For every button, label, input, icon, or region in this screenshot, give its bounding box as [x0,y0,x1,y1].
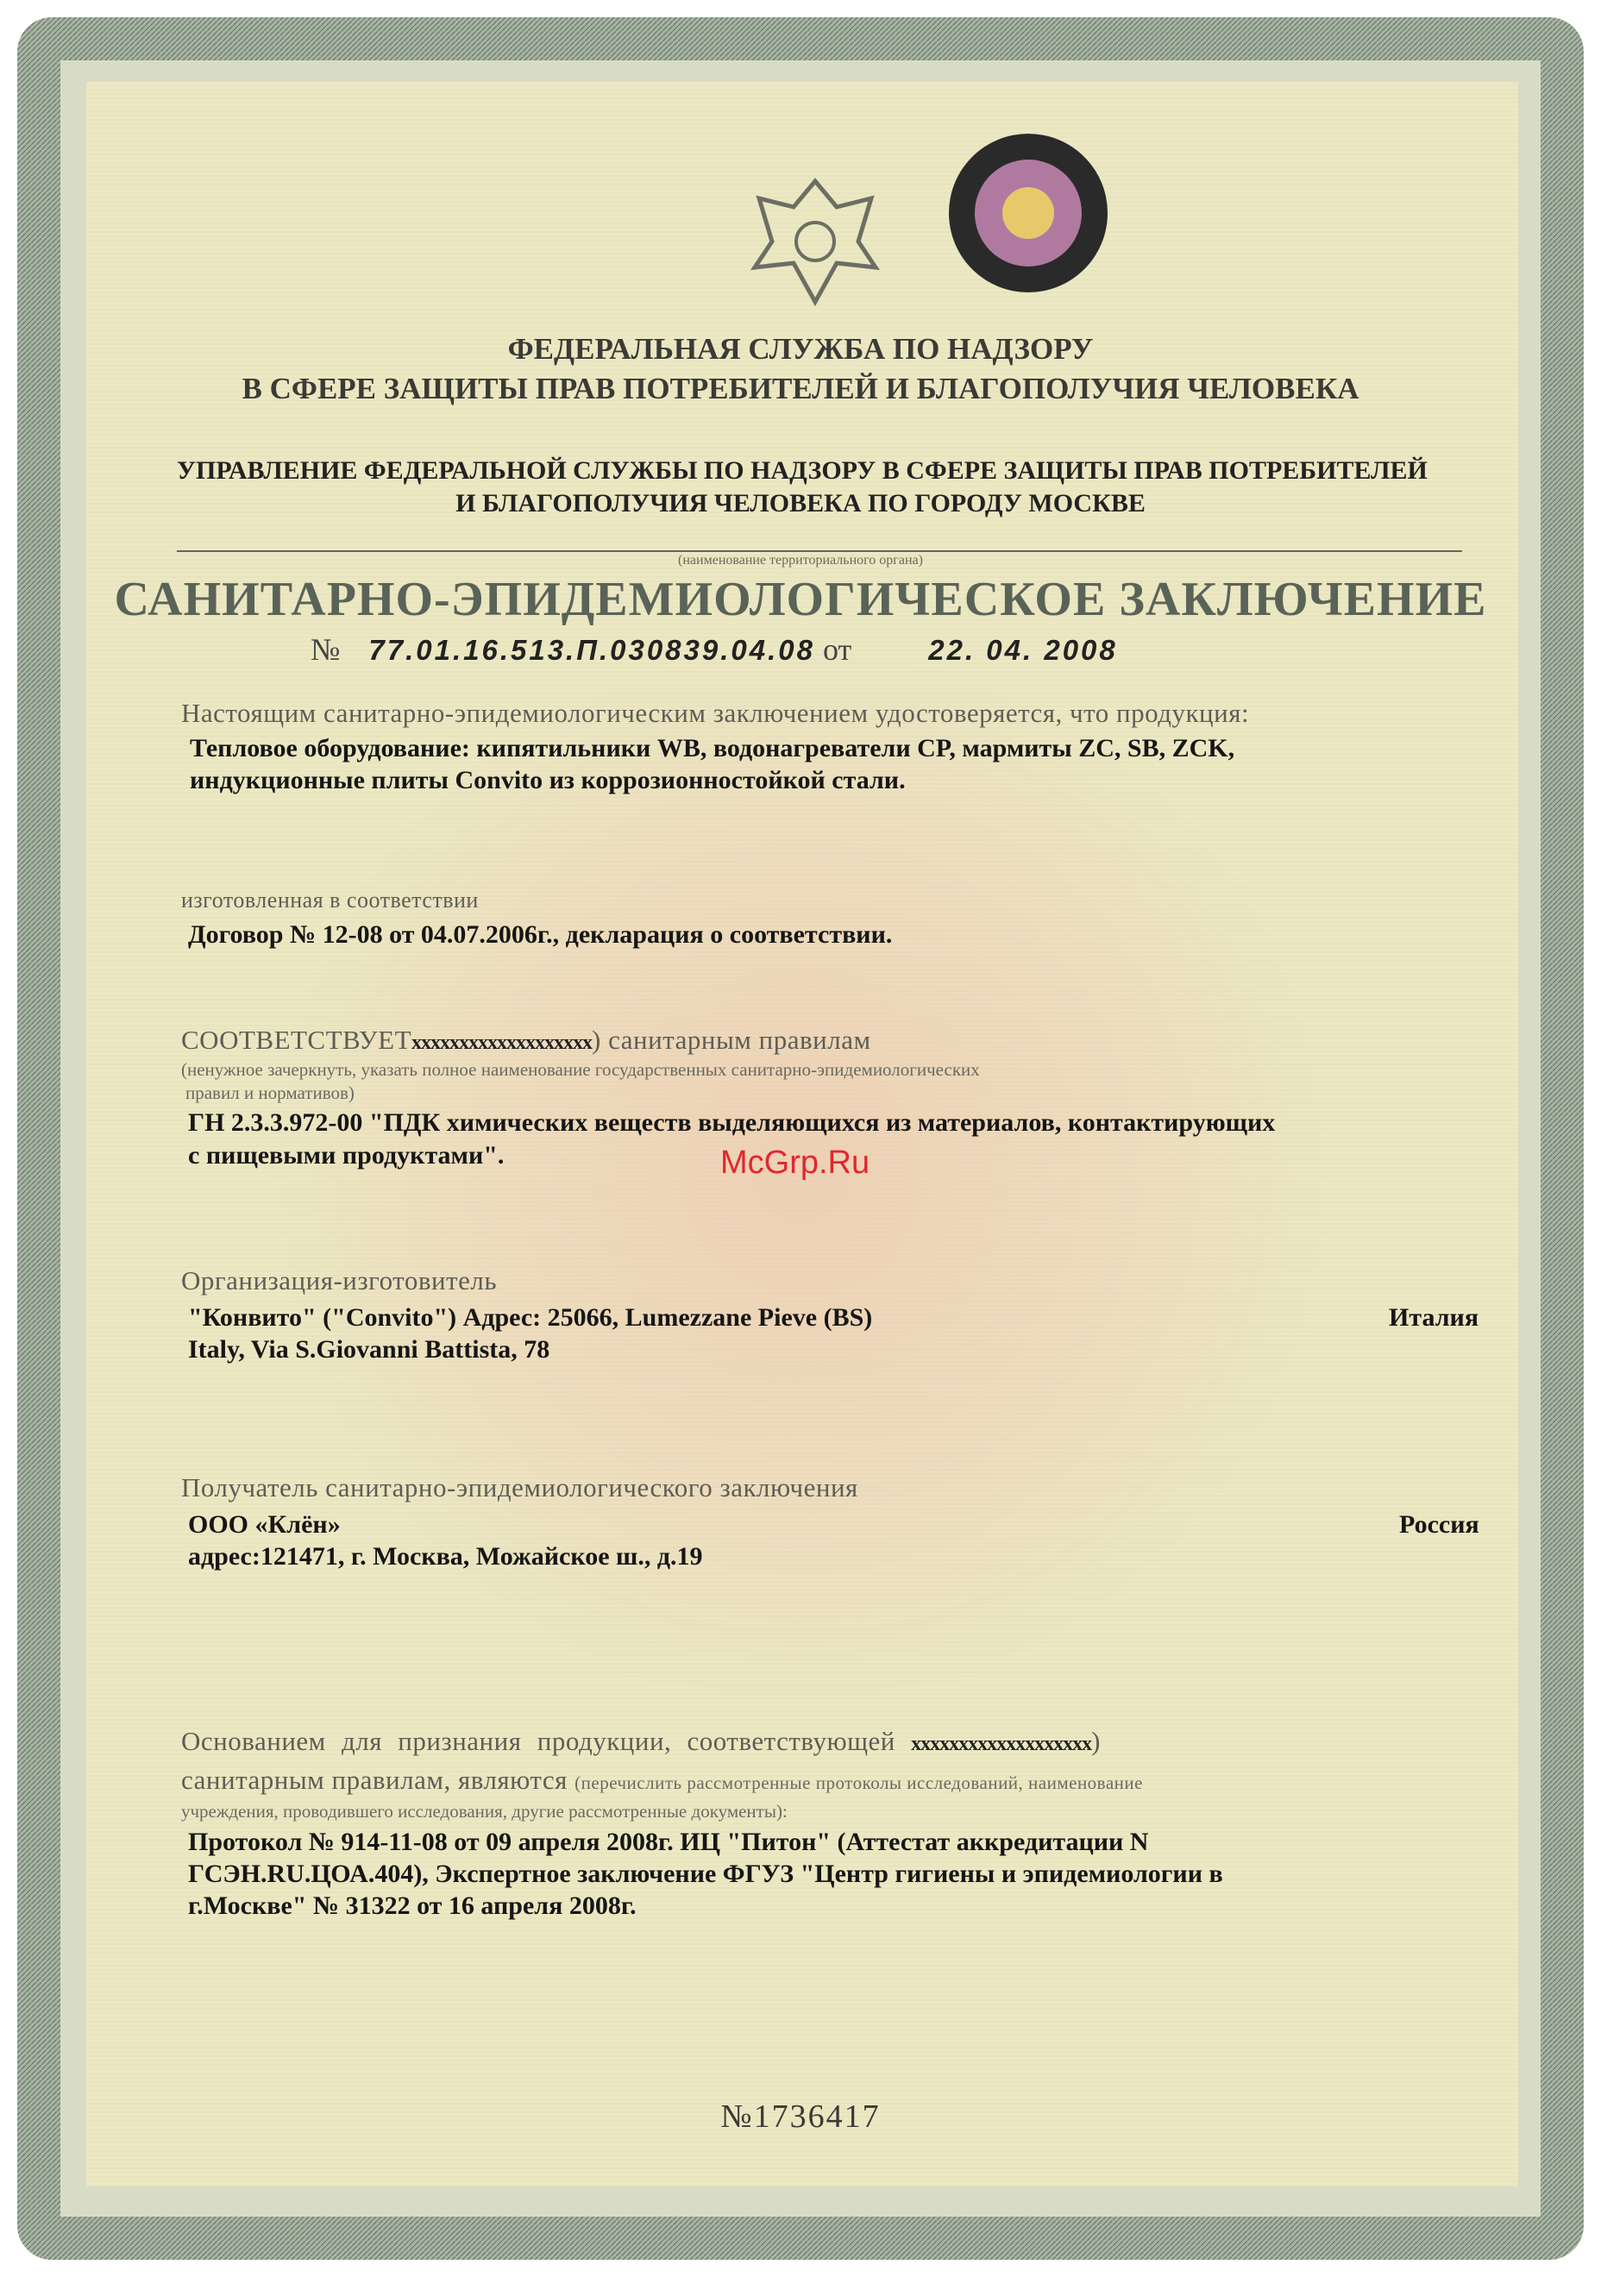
recipient-line2: адрес:121471, г. Москва, Можайское ш., д.19 [188,1542,703,1571]
watermark: McGrp.Ru [720,1145,870,1181]
basis-label2: санитарным правилам, являются [181,1765,568,1795]
agency-name-line1: ФЕДЕРАЛЬНАЯ СЛУЖБА ПО НАДЗОРУ [507,332,1094,366]
office-name-line1: УПРАВЛЕНИЕ ФЕДЕРАЛЬНОЙ СЛУЖБЫ ПО НАДЗОРУ В СФЕРЕ ЗАЩИТЫ ПРАВ ПОТРЕБИТЕЛЕЙ [177,456,1428,485]
manufactured-value: Договор № 12-08 от 04.07.2006г., декларация о соответствии. [188,920,893,949]
product-line1: Тепловое оборудование: кипятильники WB, водонагреватели CP, мармиты ZC, SB, ZCK, [190,734,1235,762]
conformity-line2: с пищевыми продуктами". [188,1141,505,1170]
conformity-note1: (ненужное зачеркнуть, указать полное наименование государственных санитарно-эпидемиологических [181,1059,980,1080]
hologram-seal-icon [945,129,1113,298]
basis-note1: (перечислить рассмотренные протоколы исследований, наименование [574,1772,1143,1793]
office-caption: (наименование территориального органа) [678,553,923,568]
struck-out-text: xxxxxxxxxxxxxxxxxxx [411,1032,593,1054]
manufacturer-line2: Italy, Via S.Giovanni Battista, 78 [188,1335,550,1364]
conformity-label: СООТВЕТСТВУЕТ [181,1025,412,1055]
certificate-number: 77.01.16.513.П.030839.04.08 [368,634,815,666]
agency-name-line2: В СФЕРЕ ЗАЩИТЫ ПРАВ ПОТРЕБИТЕЛЕЙ И БЛАГОПОЛУЧИЯ ЧЕЛОВЕКА [242,372,1359,405]
certificate-date: 22. 04. 2008 [928,634,1118,666]
manufacturer-country: Италия [1389,1303,1479,1332]
conformity-line1: ГН 2.3.3.972-00 "ПДК химических веществ выделяющихся из материалов, контактирующих [188,1108,1276,1137]
basis-line2 [181,1764,1143,1796]
recipient-country: Россия [1399,1510,1479,1539]
product-line2: индукционные плиты Convito из коррозионностойкой стали. [190,766,906,794]
coat-of-arms-emblem-icon [742,164,888,311]
from-label: от [822,632,852,667]
basis-label1: Основанием для признания продукции, соответствующей [181,1726,895,1756]
manufactured-label: изготовленная в соответствии [181,888,479,913]
basis-value-line3: г.Москве" № 31322 от 16 апреля 2008г. [188,1891,637,1920]
number-sign: № [311,632,341,667]
document-title: САНИТАРНО-ЭПИДЕМИОЛОГИЧЕСКОЕ ЗАКЛЮЧЕНИЕ [114,573,1487,626]
manufacturer-label: Организация-изготовитель [181,1265,497,1295]
manufacturer-line1: "Конвито" ("Convito") Адрес: 25066, Lumezzane Pieve (BS) [188,1303,873,1332]
recipient-label: Получатель санитарно-эпидемиологического заключения [181,1472,858,1502]
basis-note2: учреждения, проводившего исследования, другие рассмотренные документы): [181,1801,788,1822]
conformity-line [181,1024,871,1056]
conformity-note2: правил и нормативов) [185,1082,355,1103]
basis-label1-end: ) [1091,1726,1101,1756]
basis-line1 [181,1725,1101,1757]
basis-value-line1: Протокол № 914-11-08 от 09 апреля 2008г. ИЦ "Питон" (Аттестат аккредитации N [188,1828,1149,1856]
certificate-number-line [311,631,1118,668]
basis-value-line2: ГСЭН.RU.ЦОА.404), Экспертное заключение ФГУЗ "Центр гигиены и эпидемиологии в [188,1860,1223,1888]
recipient-line1: ООО «Клён» [188,1510,341,1539]
conformity-label-end: ) санитарным правилам [592,1025,871,1055]
product-label: Настоящим санитарно-эпидемиологическим заключением удостоверяется, что продукция: [181,698,1250,728]
form-serial-number: №1736417 [720,2098,881,2135]
basis-struck-out-text: xxxxxxxxxxxxxxxxxxx [911,1733,1092,1755]
office-name-line2: И БЛАГОПОЛУЧИЯ ЧЕЛОВЕКА ПО ГОРОДУ МОСКВЕ [455,489,1146,518]
